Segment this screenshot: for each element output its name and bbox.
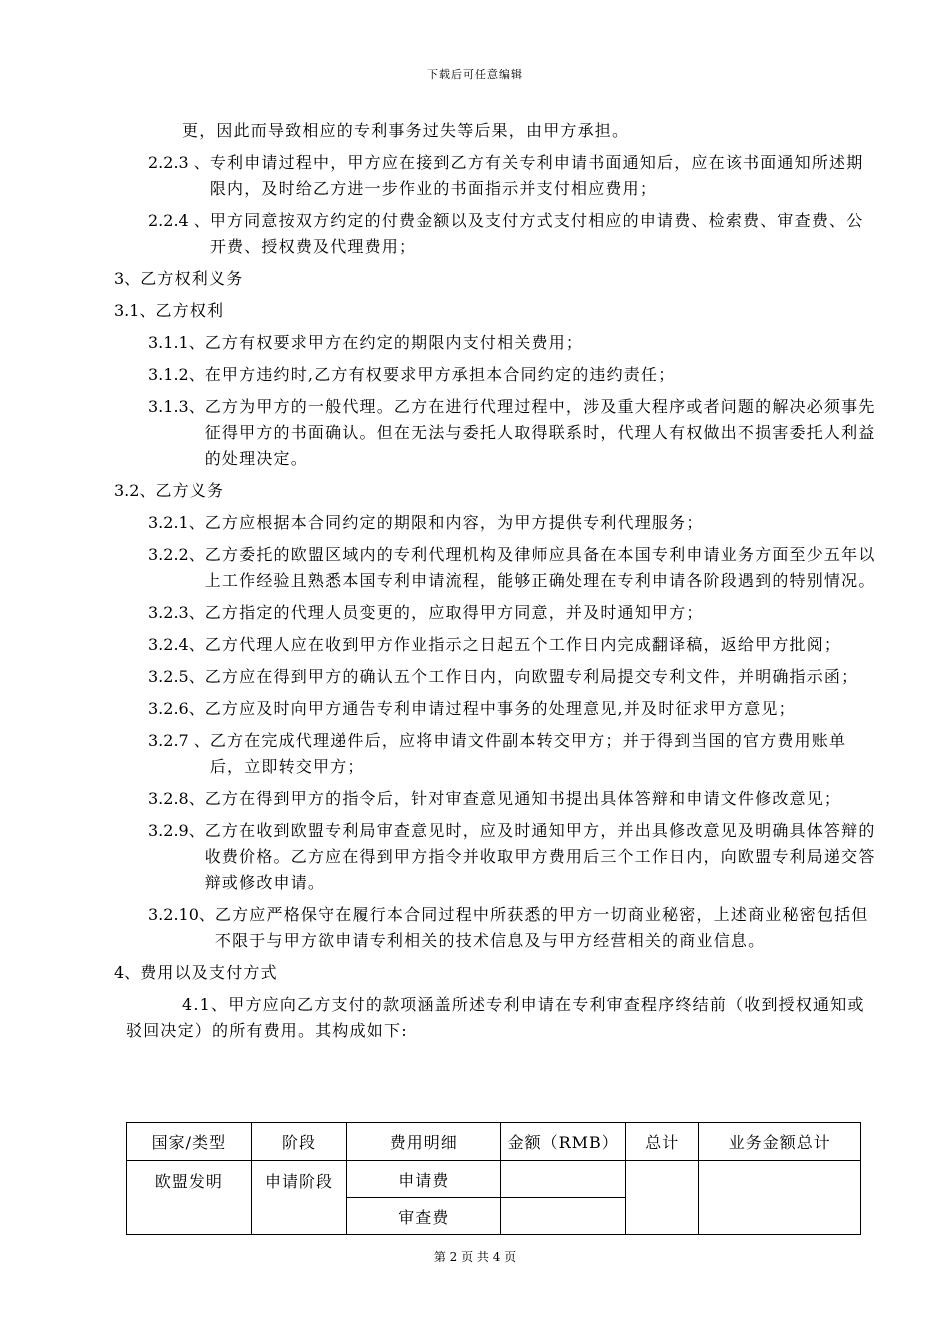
page-header-note: 下载后可任意编辑 [427,68,523,81]
clause-2-2-4 [148,208,878,260]
clause-number: 3.2.4、 [148,635,205,654]
cell-amount [501,1161,626,1198]
clause-text: 乙方权利 [155,301,225,320]
fee-table-header-row [127,1123,861,1161]
header-stage: 阶段 [251,1123,346,1161]
clause-number: 3.2.3、 [148,603,205,622]
clause-number: 3.2.9、 [148,821,205,840]
clause-4-1: 4.1、甲方应向乙方支付的款项涵盖所述专利申请在专利审查程序终结前（收到授权通知或驳回决定）的所有费用。其构成如下: [126,995,865,1040]
header-amount: 金额（RMB） [501,1123,626,1161]
clause-number: 3.1.3、 [148,397,205,416]
clause-number: 3.2.7 、 [148,731,210,750]
clause-text: 乙方应在得到甲方的确认五个工作日内，向欧盟专利局提交专利文件，并明确指示函； [204,667,859,686]
clause-3-1-2 [148,362,878,388]
clause-number: 3.2.8、 [148,789,205,808]
cell-stage: 申请阶段 [251,1161,346,1235]
clause-3-2-3 [148,600,878,626]
clause-number: 3、 [114,269,141,288]
section-4-heading [114,960,878,986]
clause-3-2-7 [148,728,878,780]
clause-3-2-2 [148,542,878,594]
clause-3-2-4 [148,632,878,658]
clause-text: 乙方在收到欧盟专利局审查意见时，应及时通知甲方，并出具修改意见及明确具体答辩的收费价格。乙方应在得到甲方指令并收取甲方费用后三个工作日内，向欧盟专利局递交答辩或修改申请。 [204,821,876,892]
clause-text: 乙方应严格保守在履行本合同过程中所获悉的甲方一切商业秘密，上述商业秘密包括但不限于与甲方欲申请专利相关的技术信息及与甲方经营相关的商业信息。 [214,905,869,950]
clause-number: 3.2、 [114,481,156,500]
clause-number: 2.2.4 、 [148,211,210,230]
clause-3-1-3 [148,394,878,472]
clause-text: 费用以及支付方式 [140,963,278,982]
fee-table [126,1122,861,1235]
clause-text: 乙方指定的代理人员变更的，应取得甲方同意，并及时通知甲方； [204,603,704,622]
clause-text: 在甲方违约时,乙方有权要求甲方承担本合同约定的违约责任； [204,365,676,384]
clause-number: 3.2.5、 [148,667,205,686]
clause-text: 乙方为甲方的一般代理。乙方在进行代理过程中，涉及重大程序或者问题的解决必须事先征得甲方的书面确认。但在无法与委托人取得联系时，代理人有权做出不损害委托人利益的处理决定。 [204,397,876,468]
clause-3-2-10 [148,902,878,954]
paragraph-continuation: 更，因此而导致相应的专利事务过失等后果，由甲方承担。 [182,121,630,140]
clause-number: 3.2.1、 [148,513,205,532]
clause-text: 乙方委托的欧盟区域内的专利代理机构及律师应具备在本国专利申请业务方面至少五年以上工作经验且熟悉本国专利申请流程，能够正确处理在专利申请各阶段遇到的特别情况。 [204,545,876,590]
clause-number: 3.1.1、 [148,333,205,352]
clause-number: 3.1、 [114,301,156,320]
clause-3-1-1 [148,330,878,356]
cell-country-type: 欧盟发明 [127,1161,252,1235]
clause-number: 3.2.10、 [148,905,215,924]
table-row [127,1161,861,1198]
cell-amount [501,1198,626,1235]
clause-text: 乙方应及时向甲方通告专利申请过程中事务的处理意见,并及时征求甲方意见； [204,699,796,718]
document-body [114,118,878,1044]
clause-3-2-9 [148,818,878,896]
clause-text: 乙方代理人应在收到甲方作业指示之日起五个工作日内完成翻译稿，返给甲方批阅； [204,635,842,654]
clause-text: 乙方应根据本合同约定的期限和内容，为甲方提供专利代理服务； [204,513,704,532]
clause-text: 乙方权利义务 [140,269,244,288]
clause-text: 乙方在得到甲方的指令后，针对审查意见通知书提出具体答辩和申请文件修改意见； [204,789,842,808]
clause-text: 甲方同意按双方约定的付费金额以及支付方式支付相应的申请费、检索费、审查费、公开费、授权费及代理费用； [209,211,864,256]
clause-text: 专利申请过程中，甲方应在接到乙方有关专利申请书面通知后，应在该书面通知所述期限内，及时给乙方进一步作业的书面指示并支付相应费用； [209,153,864,198]
clause-text: 乙方有权要求甲方在约定的期限内支付相关费用； [204,333,584,352]
header-business-total: 业务金额总计 [699,1123,861,1161]
section-3-heading [114,266,878,292]
cell-business-total [699,1161,861,1235]
header-country-type: 国家/类型 [127,1123,252,1161]
clause-text: 乙方在完成代理递件后，应将申请文件副本转交甲方；并于得到当国的官方费用账单后，立即转交甲方； [209,731,847,776]
header-fee-detail: 费用明细 [347,1123,501,1161]
clause-3-2-8 [148,786,878,812]
section-3-2-heading [114,478,878,504]
clause-number: 4、 [114,963,141,982]
clause-number: 3.1.2、 [148,365,205,384]
cell-total [626,1161,699,1235]
clause-3-2-1 [148,510,878,536]
header-total: 总计 [626,1123,699,1161]
clause-text: 乙方义务 [155,481,225,500]
clause-number: 3.2.2、 [148,545,205,564]
page-number: 第 2 页 共 4 页 [433,1250,517,1264]
clause-3-2-5 [148,664,878,690]
clause-number: 3.2.6、 [148,699,205,718]
clause-2-2-3 [148,150,878,202]
clause-number: 2.2.3 、 [148,153,210,172]
cell-fee-item: 审查费 [347,1198,501,1235]
section-3-1-heading [114,298,878,324]
clause-3-2-6 [148,696,878,722]
cell-fee-item: 申请费 [347,1161,501,1198]
